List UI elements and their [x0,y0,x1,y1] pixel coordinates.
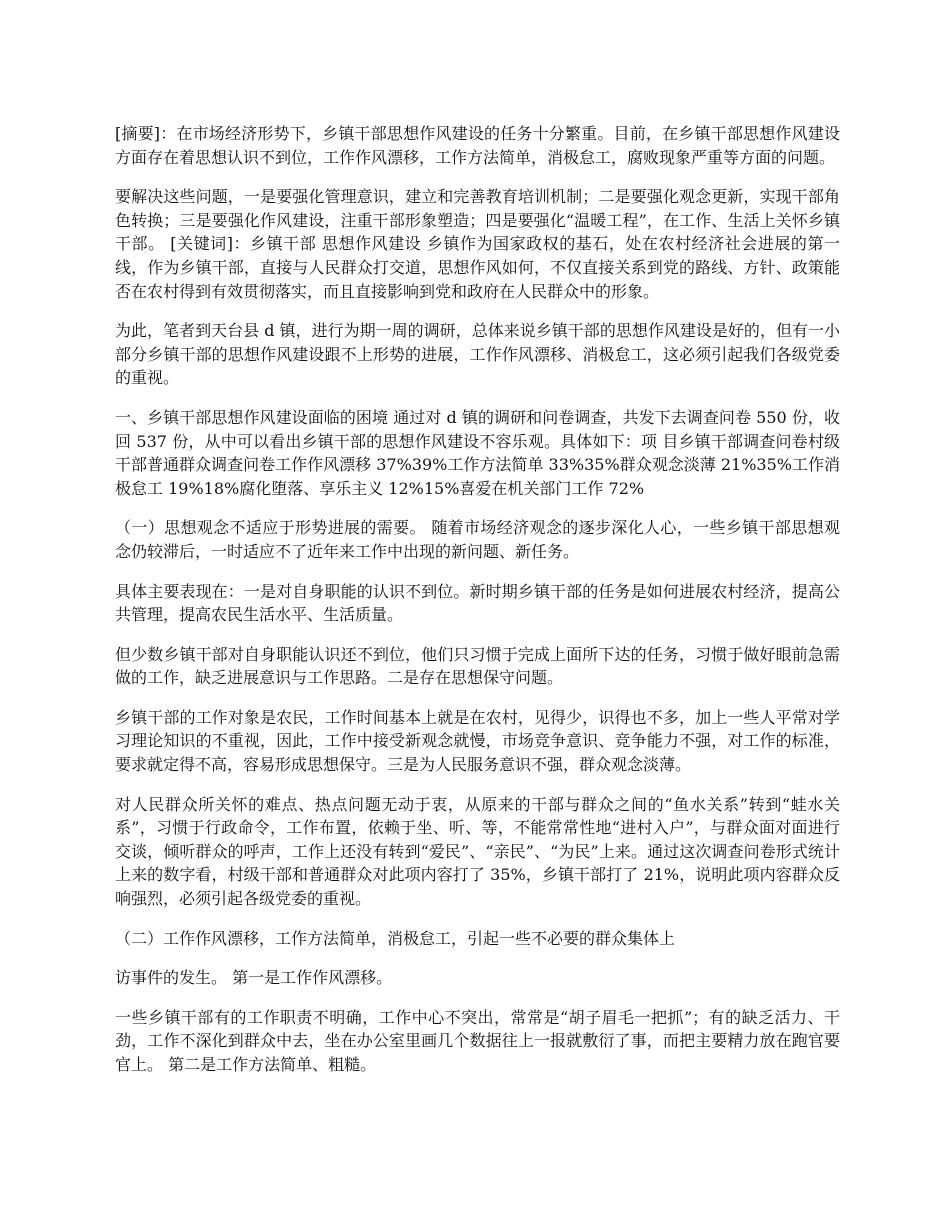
body-paragraph: 一、乡镇干部思想作风建设面临的困境 通过对 d 镇的调研和问卷调查，共发下去调查问卷 550 份，收回 537 份，从中可以看出乡镇干部的思想作风建设不容乐观。具体如下：项 目乡镇干部调查问卷村级干部普通群众调查问卷工作作风漂移 37%39%工作方法简单 33%35%群众观念淡薄 21%35%工作消极怠工 19%18%腐化堕落、享乐主义 12%15%喜爱在机关部门工作 72% [115,407,840,498]
body-paragraph: 但少数乡镇干部对自身职能认识还不到位，他们只习惯于完成上面所下达的任务，习惯于做好眼前急需做的工作，缺乏进展意识与工作思路。二是存在思想保守问题。 [115,644,840,688]
body-paragraph: 对人民群众所关怀的难点、热点问题无动于衷，从原来的干部与群众之间的“鱼水关系”转到“蛙水关系”，习惯于行政命令，工作布置，依赖于坐、听、等，不能常常性地“进村入户”，与群众面对面进行交谈，倾听群众的呼声，工作上还没有转到“爱民”、“亲民”、“为民”上来。通过这次调查问卷形式统计上来的数字看，村级干部和普通群众对此项内容打了 35%，乡镇干部打了 21%，说明此项内容群众反响强烈，必须引起各级党委的重视。 [115,794,840,909]
body-paragraph: 要解决这些问题，一是要强化管理意识，建立和完善教育培训机制；二是要强化观念更新，实现干部角色转换；三是要强化作风建设，注重干部形象塑造；四是要强化“温暖工程”，在工作、生活上关怀乡镇干部。 [关键词]：乡镇干部 思想作风建设 乡镇作为国家政权的基石，处在农村经济社会进展的第一线，作为乡镇干部，直接与人民群众打交道，思想作风如何，不仅直接关系到党的路线、方针、政策能否在农村得到有效贯彻落实，而且直接影响到党和政府在人民群众中的形象。 [115,187,840,301]
abstract-paragraph: [摘要]：在市场经济形势下，乡镇干部思想作风建设的任务十分繁重。目前，在乡镇干部思想作风建设方面存在着思想认识不到位，工作作风漂移，工作方法简单，消极怠工，腐败现象严重等方面的问题。 [115,124,840,167]
body-paragraph: 访事件的发生。 第一是工作作风漂移。 [115,968,393,988]
document-body [115,122,840,1093]
body-paragraph: 一些乡镇干部有的工作职责不明确，工作中心不突出，常常是“胡子眉毛一把抓”；有的缺乏活力、干劲，工作不深化到群众中去，坐在办公室里画几个数据往上一报就敷衍了事，而把主要精力放在跑官要官上。 第二是工作方法简单、粗糙。 [115,1007,840,1074]
body-paragraph: 为此，笔者到天台县 d 镇，进行为期一周的调研，总体来说乡镇干部的思想作风建设是好的，但有一小部分乡镇干部的思想作风建设跟不上形势的进展，工作作风漂移、消极怠工，这必须引起我们各级党委的重视。 [115,321,840,388]
body-paragraph: （二）工作作风漂移，工作方法简单，消极怠工，引起一些不必要的群众集体上 [115,928,676,948]
body-paragraph: （一）思想观念不适应于形势进展的需要。 随着市场经济观念的逐步深化人心，一些乡镇干部思想观念仍较滞后，一时适应不了近年来工作中出现的新问题、新任务。 [115,518,840,561]
body-paragraph: 乡镇干部的工作对象是农民，工作时间基本上就是在农村，见得少，识得也不多，加上一些人平常对学习理论知识的不重视，因此，工作中接受新观念就慢，市场竞争意识、竞争能力不强，对工作的标准，要求就定得不高，容易形成思想保守。三是为人民服务意识不强，群众观念淡薄。 [115,707,840,775]
body-paragraph: 具体主要表现在：一是对自身职能的认识不到位。新时期乡镇干部的任务是如何进展农村经济，提高公共管理，提高农民生活水平、生活质量。 [115,581,840,625]
